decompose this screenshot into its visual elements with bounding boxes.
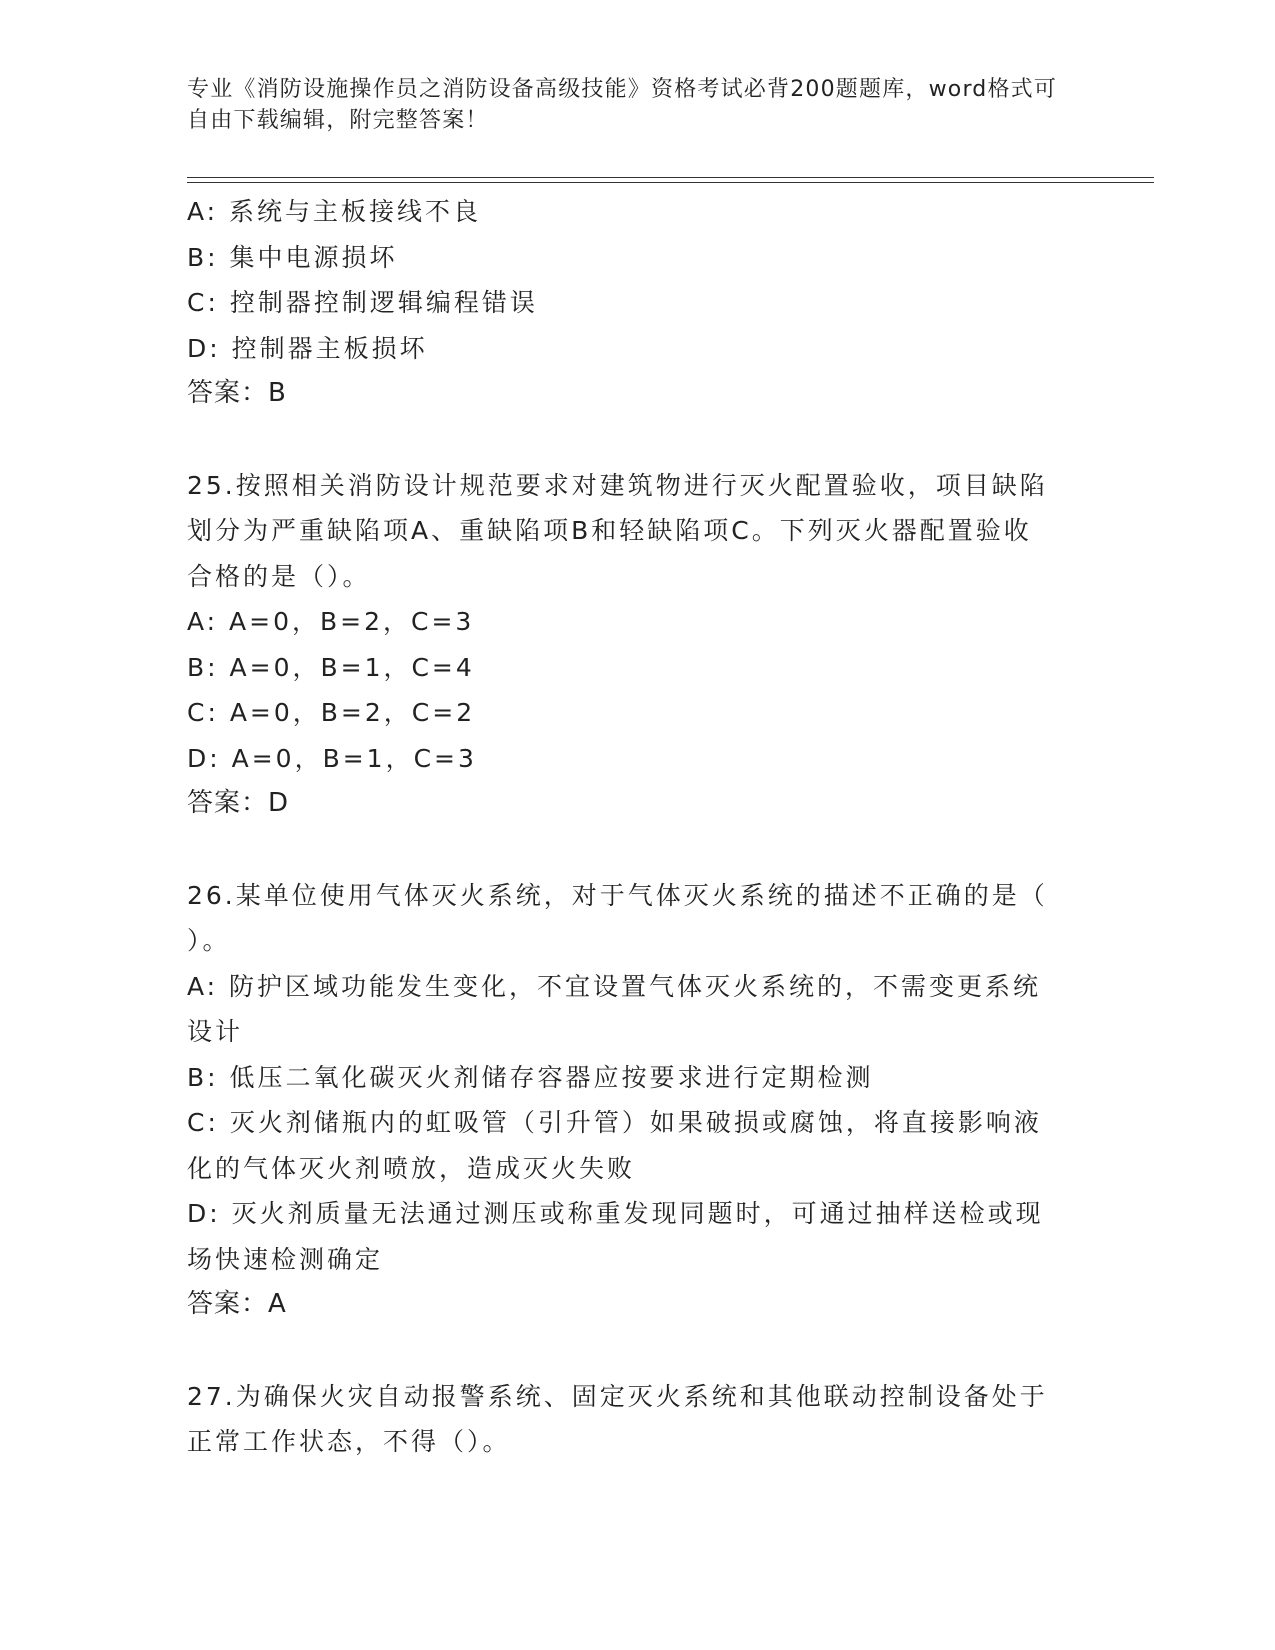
header-rule-bottom bbox=[187, 182, 1154, 183]
option-b: B: A=0，B=1，C=4 bbox=[187, 652, 475, 682]
option-b-line: B: 低压二氧化碳灭火剂储存容器应按要求进行定期检测 bbox=[187, 1062, 874, 1092]
question-25 bbox=[187, 463, 1077, 827]
question-list bbox=[187, 189, 1077, 1465]
option-c: C: 控制器控制逻辑编程错误 bbox=[187, 288, 538, 317]
answer-label: 答案：D bbox=[187, 788, 290, 818]
document-header: 专业《消防设施操作员之消防设备高级技能》资格考试必背200题题库，word格式可自由下载编辑，附完整答案！ bbox=[187, 77, 1058, 133]
option-c-line: C: 灭火剂储瓶内的虹吸管（引升管）如果破损或腐蚀，将直接影响液 bbox=[187, 1108, 1042, 1137]
question-26 bbox=[187, 873, 1077, 1328]
block-spacer bbox=[187, 417, 1077, 463]
block-spacer bbox=[187, 1328, 1077, 1374]
block-spacer bbox=[187, 827, 1077, 873]
question-text-line: ）。 bbox=[187, 926, 231, 955]
question-text-line: 正常工作状态，不得（）。 bbox=[187, 1427, 511, 1456]
option-a: A: 系统与主板接线不良 bbox=[187, 197, 482, 226]
option-c-line: 化的气体灭火剂喷放，造成灭火失败 bbox=[187, 1153, 636, 1183]
question-text-line: 25.按照相关消防设计规范要求对建筑物进行灭火配置验收，项目缺陷 bbox=[187, 470, 1048, 500]
answer-label: 答案：A bbox=[187, 1289, 287, 1319]
option-a: A: A=0，B=2，C=3 bbox=[187, 607, 475, 636]
question-text-line: 划分为严重缺陷项A、重缺陷项B和轻缺陷项C。下列灭火器配置验收 bbox=[187, 516, 1032, 545]
question-24-continued bbox=[187, 189, 1077, 417]
header-rule-top bbox=[187, 177, 1154, 178]
option-c: C: A=0，B=2，C=2 bbox=[187, 698, 476, 727]
question-27 bbox=[187, 1374, 1077, 1465]
option-d: D: A=0，B=1，C=3 bbox=[187, 743, 477, 773]
option-d-line: D: 灭火剂质量无法通过测压或称重发现同题时，可通过抽样送检或现 bbox=[187, 1199, 1044, 1228]
option-d: D: 控制器主板损坏 bbox=[187, 333, 428, 363]
question-text-line: 合格的是（）。 bbox=[187, 561, 371, 591]
question-text-line: 26.某单位使用气体灭火系统，对于气体灭火系统的描述不正确的是（ bbox=[187, 880, 1048, 910]
option-a-line: A: 防护区域功能发生变化，不宜设置气体灭火系统的，不需变更系统 bbox=[187, 971, 1042, 1001]
option-d-line: 场快速检测确定 bbox=[187, 1244, 384, 1274]
option-b: B: 集中电源损坏 bbox=[187, 242, 398, 272]
answer-label: 答案：B bbox=[187, 378, 287, 408]
question-text-line: 27.为确保火灾自动报警系统、固定灭火系统和其他联动控制设备处于 bbox=[187, 1381, 1048, 1411]
option-a-line: 设计 bbox=[187, 1017, 244, 1046]
